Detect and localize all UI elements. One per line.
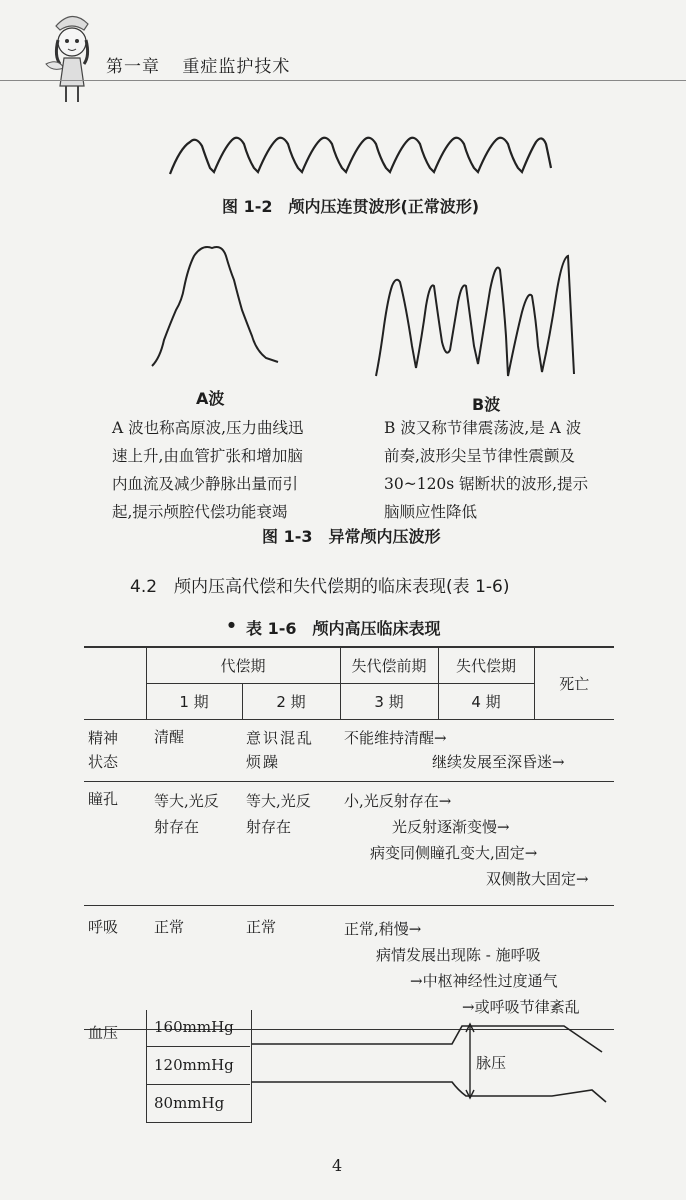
icp-clinical-table [84, 646, 614, 1030]
pupil-phase-2: 等大,光反 射存在 [246, 791, 311, 836]
bp-level-80: 80mmHg [154, 1094, 225, 1112]
header-divider [0, 80, 686, 81]
bullet-dot: ● [228, 620, 235, 629]
mental-phase-2: 意识混乱 烦躁 [246, 728, 315, 771]
bp-trend-diagram [252, 1010, 614, 1122]
row-label-mental: 精神 状态 [88, 728, 119, 771]
header-compensatory: 代偿期 [146, 647, 340, 683]
resp-phase-1: 正常 [154, 917, 185, 936]
b-wave-description: B 波又称节律震荡波,是 A 波 前奏,波形尖呈节律性震颤及 30~120s 锯断状的波形,提示 脑顺应性降低 [384, 419, 589, 521]
resp-phase-2: 正常 [246, 917, 277, 936]
bp-divider-2 [146, 1084, 250, 1085]
a-wave-label: A波 [196, 389, 225, 408]
header-death: 死亡 [534, 647, 614, 719]
header-decompensation: 失代偿期 [438, 647, 534, 683]
pupil-phase-1: 等大,光反 射存在 [154, 791, 219, 836]
b-wave-plot [370, 246, 580, 382]
header-phase-2: 2 期 [242, 683, 340, 719]
row-label-bp: 血压 [88, 1024, 119, 1042]
bp-level-160: 160mmHg [154, 1018, 234, 1036]
row-label-pupil: 瞳孔 [88, 789, 119, 808]
table-caption: 表 1-6 颅内高压临床表现 [246, 619, 441, 638]
figure-1-2-caption: 图 1-2 颅内压连贯波形(正常波形) [222, 197, 480, 216]
table-row-pupil [84, 781, 614, 905]
row-label-respiration: 呼吸 [88, 917, 119, 936]
mental-phase-1: 清醒 [154, 727, 185, 746]
pupil-progression: 小,光反射存在→ 光反射逐渐变慢→ 病变同侧瞳孔变大,固定→ 双侧散大固定→ [344, 791, 589, 888]
bp-level-120: 120mmHg [154, 1056, 234, 1074]
page-number: 4 [332, 1156, 343, 1175]
a-wave-description: A 波也称高原波,压力曲线迅 速上升,由血管扩张和增加脑 内血流及减少静脉出量而引 起,提示颅腔代偿功能衰竭 [112, 419, 304, 521]
section-heading: 4.2 颅内压高代偿和失代偿期的临床表现(表 1-6) [130, 577, 510, 597]
running-header [106, 52, 306, 77]
corner-cell [84, 647, 146, 719]
chapter-title: 重症监护技术 [182, 57, 291, 77]
normal-icp-waveform [168, 128, 553, 180]
header-phase-3: 3 期 [340, 683, 438, 719]
mental-progression: 不能维持清醒→ 继续发展至深昏迷→ [344, 728, 565, 771]
bp-divider-1 [146, 1046, 250, 1047]
header-phase-1: 1 期 [146, 683, 242, 719]
header-phase-4: 4 期 [438, 683, 534, 719]
pulse-pressure-label: 脉压 [476, 1054, 507, 1072]
resp-progression: 正常,稍慢→ 病情发展出现陈 - 施呼吸 →中枢神经性过度通气 →或呼吸节律紊乱 [344, 919, 580, 1016]
header-precompensation: 失代偿前期 [340, 647, 438, 683]
b-wave-label: B波 [472, 395, 501, 414]
figure-1-3-caption: 图 1-3 异常颅内压波形 [262, 527, 441, 546]
a-wave-plot [148, 240, 288, 370]
chapter-number: 第一章 [106, 57, 160, 77]
nurse-mascot-icon [38, 6, 108, 106]
table-row-mental [84, 719, 614, 781]
